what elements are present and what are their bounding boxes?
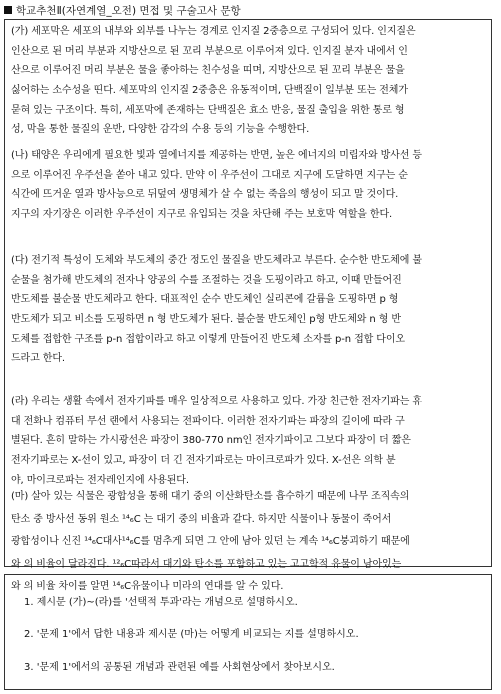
passage-line: 반도체가 되고 비소를 도핑하면 n 형 반도체가 된다. 불순물 반도체인 p형 반도체와 n 형 반 [11,314,401,326]
passage-line: 탄소 중 방사선 동위 원소 ¹⁴₆C 는 대기 중의 비율과 같다. 하지만 식물이나 동물이 죽어서 [11,513,392,525]
passages-box [4,19,492,592]
passage-line: 산으로 이루어진 머리 부분은 물을 좋아하는 친수성을 띠며, 지방산으로 된 꼬리 부분은 물을 [11,65,405,77]
passage-line: 으로 이루어진 우주선을 쏟아 내고 있다. 만약 이 우주선이 그대로 지구에 도달하면 지구는 순 [11,169,408,181]
passage-line: 인산으로 된 머리 부분과 지방산으로 된 꼬리 부분으로 이루어져 있다. 인지질 분자 내에서 인 [11,45,408,57]
question-1: 1. 제시문 (가)~(라)를 '선택적 투과'라는 개념으로 설명하시오. [24,597,298,608]
passage-line: 와 의 비율 차이를 알면 ¹⁴₆C유물이나 미라의 연대를 알 수 있다. [11,581,284,592]
passage-line: (마) 살아 있는 식물은 광합성을 통해 대기 중의 이산화탄소를 흡수하기 때문에 나무 조직속의 [11,491,410,502]
passage-ga [11,22,481,140]
document-header [4,3,241,19]
passage-line: 대 전화나 컴퓨터 무선 랜에서 사용되는 전파이다. 이러한 전자기파는 파장의 길이에 따라 구 [11,415,405,427]
passage-line: 식간에 뜨거운 열과 방사능으로 뒤덮여 생명체가 살 수 없는 죽음의 행성이 되고 말 것이다. [11,189,399,201]
passage-line: 싫어하는 소수성을 띤다. 세포막의 인지질 2중층은 유동적이며, 단백질이 일부분 또는 전체가 [11,85,408,97]
passage-line: 반도체를 불순물 반도체라고 한다. 대표적인 순수 반도체인 실리콘에 갈륨을 도핑하면 p 형 [11,294,399,306]
question-3: 3. '문제 1'에서의 공통된 개념과 관련된 예를 사회현상에서 찾아보시오. [24,662,335,673]
passage-ra [11,392,481,490]
square-bullet-icon [4,6,12,14]
passage-line: 지구의 자기장은 이러한 우주선이 지구로 유입되는 것을 차단해 주는 보호막 역할을 한다. [11,209,393,221]
question-2: 2. '문제 1'에서 답한 내용과 제시문 (마)는 어떻게 비교되는 지를 설명하시오. [24,629,359,640]
passage-line: (나) 태양은 우리에게 필요한 빛과 열에너지를 제공하는 반면, 높은 에너지의 미립자와 방사선 등 [11,150,422,161]
header-title: 학교추천Ⅱ(자연계열_오전) 면접 및 구술고사 문항 [16,5,241,17]
passage-line: 와 의 비율이 달라진다. ¹²₆C따라서 대기와 탄소를 포함하고 있는 고고학적 유물이 남아있는 [11,558,402,570]
passage-line: 광합성이나 신진 ¹⁴₆C대사¹⁴₆C를 멈추게 되면 그 안에 남아 있던 는 계속 ¹⁴₆C붕괴하기 때문에 [11,536,410,547]
passage-na [11,146,481,225]
passage-line: 묻혀 있는 구조이다. 특히, 세포막에 존재하는 단백질은 효소 반응, 물질 출입을 위한 통로 형 [11,104,405,116]
passage-da [11,251,481,369]
passage-line: (라) 우리는 생활 속에서 전자기파를 매우 일상적으로 사용하고 있다. 가장 친근한 전자기파는 휴 [11,396,422,407]
passage-line: (다) 전기적 특성이 도체와 부도체의 중간 정도인 물질을 반도체라고 부른다. 순수한 반도체에 불 [11,255,422,266]
passage-line: 도체를 접합한 구조를 p-n 접합이라고 하고 이렇게 만들어진 반도체 소자를 p-n 접합 다이오 [11,333,405,345]
passage-line: 전자기파로는 X-선이 있고, 파장이 더 긴 전자기파로는 마이크로파가 있다. X-선은 의학 분 [11,455,396,467]
questions-box [4,574,492,690]
passage-line: (가) 세포막은 세포의 내부와 외부를 나누는 경계로 인지질 2중층으로 구성되어 있다. 인지질은 [11,26,416,37]
passage-line: 성, 막을 통한 물질의 운반, 다양한 감각의 수용 등의 기능을 수행한다. [11,124,310,136]
passage-line: 야, 마이크로파는 전자레인지에 사용된다. [11,474,189,486]
passage-line: 순물을 첨가해 반도체의 전자나 양공의 수를 조절하는 것을 도핑이라고 하고, 이때 만들어진 [11,274,402,286]
passage-line: 별된다. 흔히 말하는 가시광선은 파장이 380-770 nm인 전자기파이고 그보다 파장이 더 짧은 [11,435,411,447]
passage-line: 드라고 한다. [11,353,65,365]
